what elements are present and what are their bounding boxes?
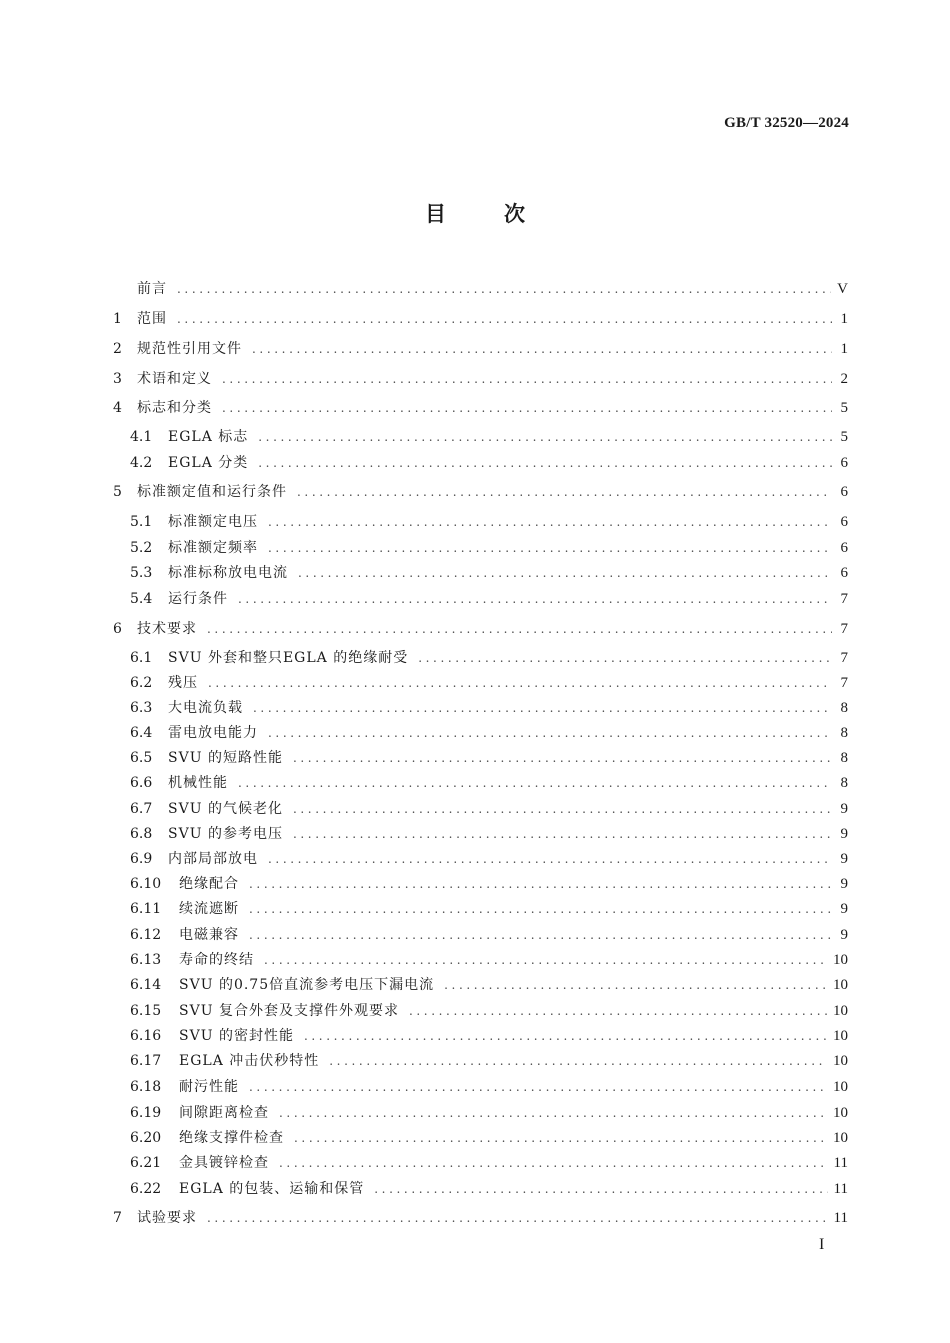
toc-entry-label: 机械性能 [168,775,228,791]
toc-entry-label: 金具镀锌检查 [179,1155,269,1171]
toc-entry-page: 10 [833,1053,848,1069]
toc-entry-page: 10 [833,952,848,968]
dot-leader [249,877,832,891]
toc-entry-label: 标志和分类 [137,400,212,416]
toc-entry-page: 10 [833,1003,848,1019]
dot-leader [268,726,832,740]
dot-leader [207,1211,828,1225]
toc-entry-label: 标准额定电压 [168,514,258,530]
toc-entry-page: 7 [840,621,848,637]
dot-leader [177,312,832,326]
dot-leader [238,776,832,790]
toc-entry-number: 2 [113,341,122,357]
toc-entry-number: 6.17 [130,1053,162,1069]
toc-entry-number: 3 [113,371,122,387]
toc-entry-label: 内部局部放电 [168,851,258,867]
dot-leader [258,430,832,444]
toc-entry-page: 9 [840,826,848,842]
toc-entry-page: 10 [833,1130,848,1146]
toc-entry-label: EGLA 的包装、运输和保管 [179,1181,365,1197]
toc-entry[interactable] [130,848,848,870]
dot-leader [444,978,827,992]
toc-entry-label: 绝缘支撑件检查 [179,1130,284,1146]
toc-entry-page: 6 [840,540,848,556]
toc-entry-number: 1 [113,311,122,327]
toc-entry-page: 7 [840,675,848,691]
toc-entry-label: SVU 的密封性能 [179,1028,294,1044]
toc-entry[interactable] [130,562,848,584]
toc-entry-number: 5 [113,484,122,500]
toc-entry-number: 6.20 [130,1130,162,1146]
toc-entry-label: EGLA 标志 [168,429,249,445]
toc-entry-label: 间隙距离检查 [179,1105,269,1121]
toc-entry-number: 5.3 [130,565,153,581]
toc-entry-label: 绝缘配合 [179,876,239,892]
toc-entry-label: SVU 外套和整只EGLA 的绝缘耐受 [168,650,409,666]
dot-leader [294,1131,827,1145]
toc-entry-number: 6.21 [130,1155,162,1171]
toc-entry-number: 6.12 [130,927,162,943]
toc-entry-label: 残压 [168,675,198,691]
dot-leader [418,651,832,665]
dot-leader [329,1054,827,1068]
toc-entry-page: 8 [840,725,848,741]
toc-entry-number: 4.2 [130,455,153,471]
toc-entry[interactable] [130,924,848,946]
toc-entry[interactable] [130,1076,848,1098]
dot-leader [222,372,832,386]
dot-leader [293,827,832,841]
toc-entry-page: 2 [840,371,848,387]
dot-leader [293,751,832,765]
dot-leader [253,701,832,715]
toc-entry-page: 10 [833,1105,848,1121]
toc-entry-page: 1 [840,311,848,327]
toc-entry[interactable] [130,974,848,996]
toc-entry[interactable] [113,338,848,360]
toc-entry[interactable] [130,949,848,971]
toc-entry-number: 6.6 [130,775,153,791]
toc-entry-page: 9 [840,801,848,817]
toc-entry-number: 6.13 [130,952,162,968]
toc-entry-number: 6.7 [130,801,153,817]
toc-entry-label: 雷电放电能力 [168,725,258,741]
toc-entry-label: 规范性引用文件 [137,341,242,357]
toc-entry[interactable] [130,426,848,448]
toc-entry-number: 6.18 [130,1079,162,1095]
toc-entry-page: 7 [840,650,848,666]
toc-entry-page: V [837,281,848,297]
toc-entry-page: 5 [840,429,848,445]
toc-entry[interactable] [130,1050,848,1072]
toc-entry[interactable] [130,823,848,845]
toc-entry-label: 电磁兼容 [179,927,239,943]
toc-entry-page: 6 [840,455,848,471]
toc-entry-page: 11 [833,1210,848,1226]
dot-leader [279,1156,828,1170]
toc-entry-number: 4.1 [130,429,153,445]
toc-entry-label: EGLA 分类 [168,455,249,471]
toc-entry-page: 9 [840,901,848,917]
standard-code: GB/T 32520—2024 [724,115,849,131]
toc-entry-number: 6.3 [130,700,153,716]
toc-entry[interactable] [113,308,848,330]
toc-entry-number: 6.19 [130,1105,162,1121]
toc-entry-number: 6.16 [130,1028,162,1044]
dot-leader [258,456,832,470]
toc-entry-page: 6 [840,565,848,581]
toc-entry-number: 5.4 [130,591,153,607]
dot-leader [207,622,832,636]
toc-entry[interactable] [130,1152,848,1174]
toc-entry[interactable] [113,278,848,300]
dot-leader [268,515,832,529]
toc-entry-page: 11 [833,1155,848,1171]
toc-entry-number: 6.4 [130,725,153,741]
toc-entry[interactable] [130,511,848,533]
toc-entry-label: SVU 复合外套及支撑件外观要求 [179,1003,399,1019]
dot-leader [268,541,832,555]
toc-entry-number: 6.5 [130,750,153,766]
toc-entry-number: 5.2 [130,540,153,556]
dot-leader [297,485,832,499]
toc-entry-page: 10 [833,977,848,993]
toc-entry-page: 9 [840,876,848,892]
toc-entry-number: 7 [113,1210,122,1226]
toc-entry-label: 技术要求 [137,621,197,637]
toc-entry[interactable] [130,1178,848,1200]
toc-entry-page: 8 [840,700,848,716]
toc-entry-label: 耐污性能 [179,1079,239,1095]
toc-entry[interactable] [113,481,848,503]
dot-leader [304,1029,827,1043]
toc-entry[interactable] [130,588,848,610]
toc-entry-label: 术语和定义 [137,371,212,387]
toc-entry-label: EGLA 冲击伏秒特性 [179,1053,320,1069]
toc-entry-label: 标准额定值和运行条件 [137,484,287,500]
toc-entry[interactable] [130,1000,848,1022]
toc-entry-page: 9 [840,927,848,943]
toc-entry-number: 6.15 [130,1003,162,1019]
toc-entry-label: 运行条件 [168,591,228,607]
toc-entry-label: 试验要求 [137,1210,197,1226]
toc-entry-page: 8 [840,750,848,766]
toc-entry-page: 11 [833,1181,848,1197]
toc-entry-number: 6.14 [130,977,162,993]
toc-entry[interactable] [113,1207,848,1229]
dot-leader [268,852,832,866]
toc-entry-number: 6 [113,621,122,637]
toc-entry[interactable] [113,397,848,419]
toc-entry[interactable] [130,798,848,820]
toc-entry[interactable] [130,537,848,559]
toc-entry-label: SVU 的短路性能 [168,750,283,766]
toc-entry-number: 5.1 [130,514,153,530]
dot-leader [374,1182,827,1196]
toc-entry[interactable] [130,1127,848,1149]
toc-entry-number: 6.10 [130,876,162,892]
toc-entry[interactable] [130,722,848,744]
toc-entry-label: SVU 的参考电压 [168,826,283,842]
toc-entry-page: 6 [840,514,848,530]
toc-entry[interactable] [130,672,848,694]
dot-leader [264,953,827,967]
toc-entry-number: 6.11 [130,901,162,917]
dot-leader [249,902,832,916]
toc-entry-page: 10 [833,1079,848,1095]
dot-leader [208,676,832,690]
page-number: I [819,1236,825,1253]
toc-entry-label: 大电流负载 [168,700,243,716]
toc-entry-number: 6.22 [130,1181,162,1197]
toc-entry-label: SVU 的0.75倍直流参考电压下漏电流 [179,977,435,993]
dot-leader [293,802,832,816]
toc-entry-page: 10 [833,1028,848,1044]
toc-entry-page: 7 [840,591,848,607]
toc-entry-number: 4 [113,400,122,416]
toc-entry-page: 1 [840,341,848,357]
toc-entry-label: 范围 [137,311,167,327]
toc-entry[interactable] [130,873,848,895]
toc-entry-number: 6.9 [130,851,153,867]
dot-leader [298,566,832,580]
toc-entry-page: 9 [840,851,848,867]
toc-entry[interactable] [130,898,848,920]
dot-leader [279,1106,827,1120]
toc-entry-label: SVU 的气候老化 [168,801,283,817]
toc-entry-label: 前言 [137,281,167,297]
toc-entry[interactable] [130,772,848,794]
dot-leader [177,282,831,296]
toc-entry-label: 标准额定频率 [168,540,258,556]
toc-entry-label: 标准标称放电电流 [168,565,288,581]
toc-entry-label: 寿命的终结 [179,952,254,968]
toc-entry[interactable] [130,1102,848,1124]
toc-entry-number: 6.8 [130,826,153,842]
toc-entry-page: 5 [840,400,848,416]
toc-entry[interactable] [130,1025,848,1047]
page-title: 目次 [425,201,583,226]
toc-entry[interactable] [113,368,848,390]
toc-entry-page: 6 [840,484,848,500]
toc-entry[interactable] [130,747,848,769]
toc-entry-label: 续流遮断 [179,901,239,917]
toc-entry-page: 8 [840,775,848,791]
toc-entry-number: 6.2 [130,675,153,691]
dot-leader [252,342,832,356]
toc-entry[interactable] [130,452,848,474]
toc-entry[interactable] [130,697,848,719]
dot-leader [409,1004,827,1018]
dot-leader [249,1080,827,1094]
dot-leader [238,592,832,606]
toc-entry-number: 6.1 [130,650,153,666]
toc-entry[interactable] [130,647,848,669]
toc-entry[interactable] [113,618,848,640]
dot-leader [249,928,832,942]
dot-leader [222,401,832,415]
